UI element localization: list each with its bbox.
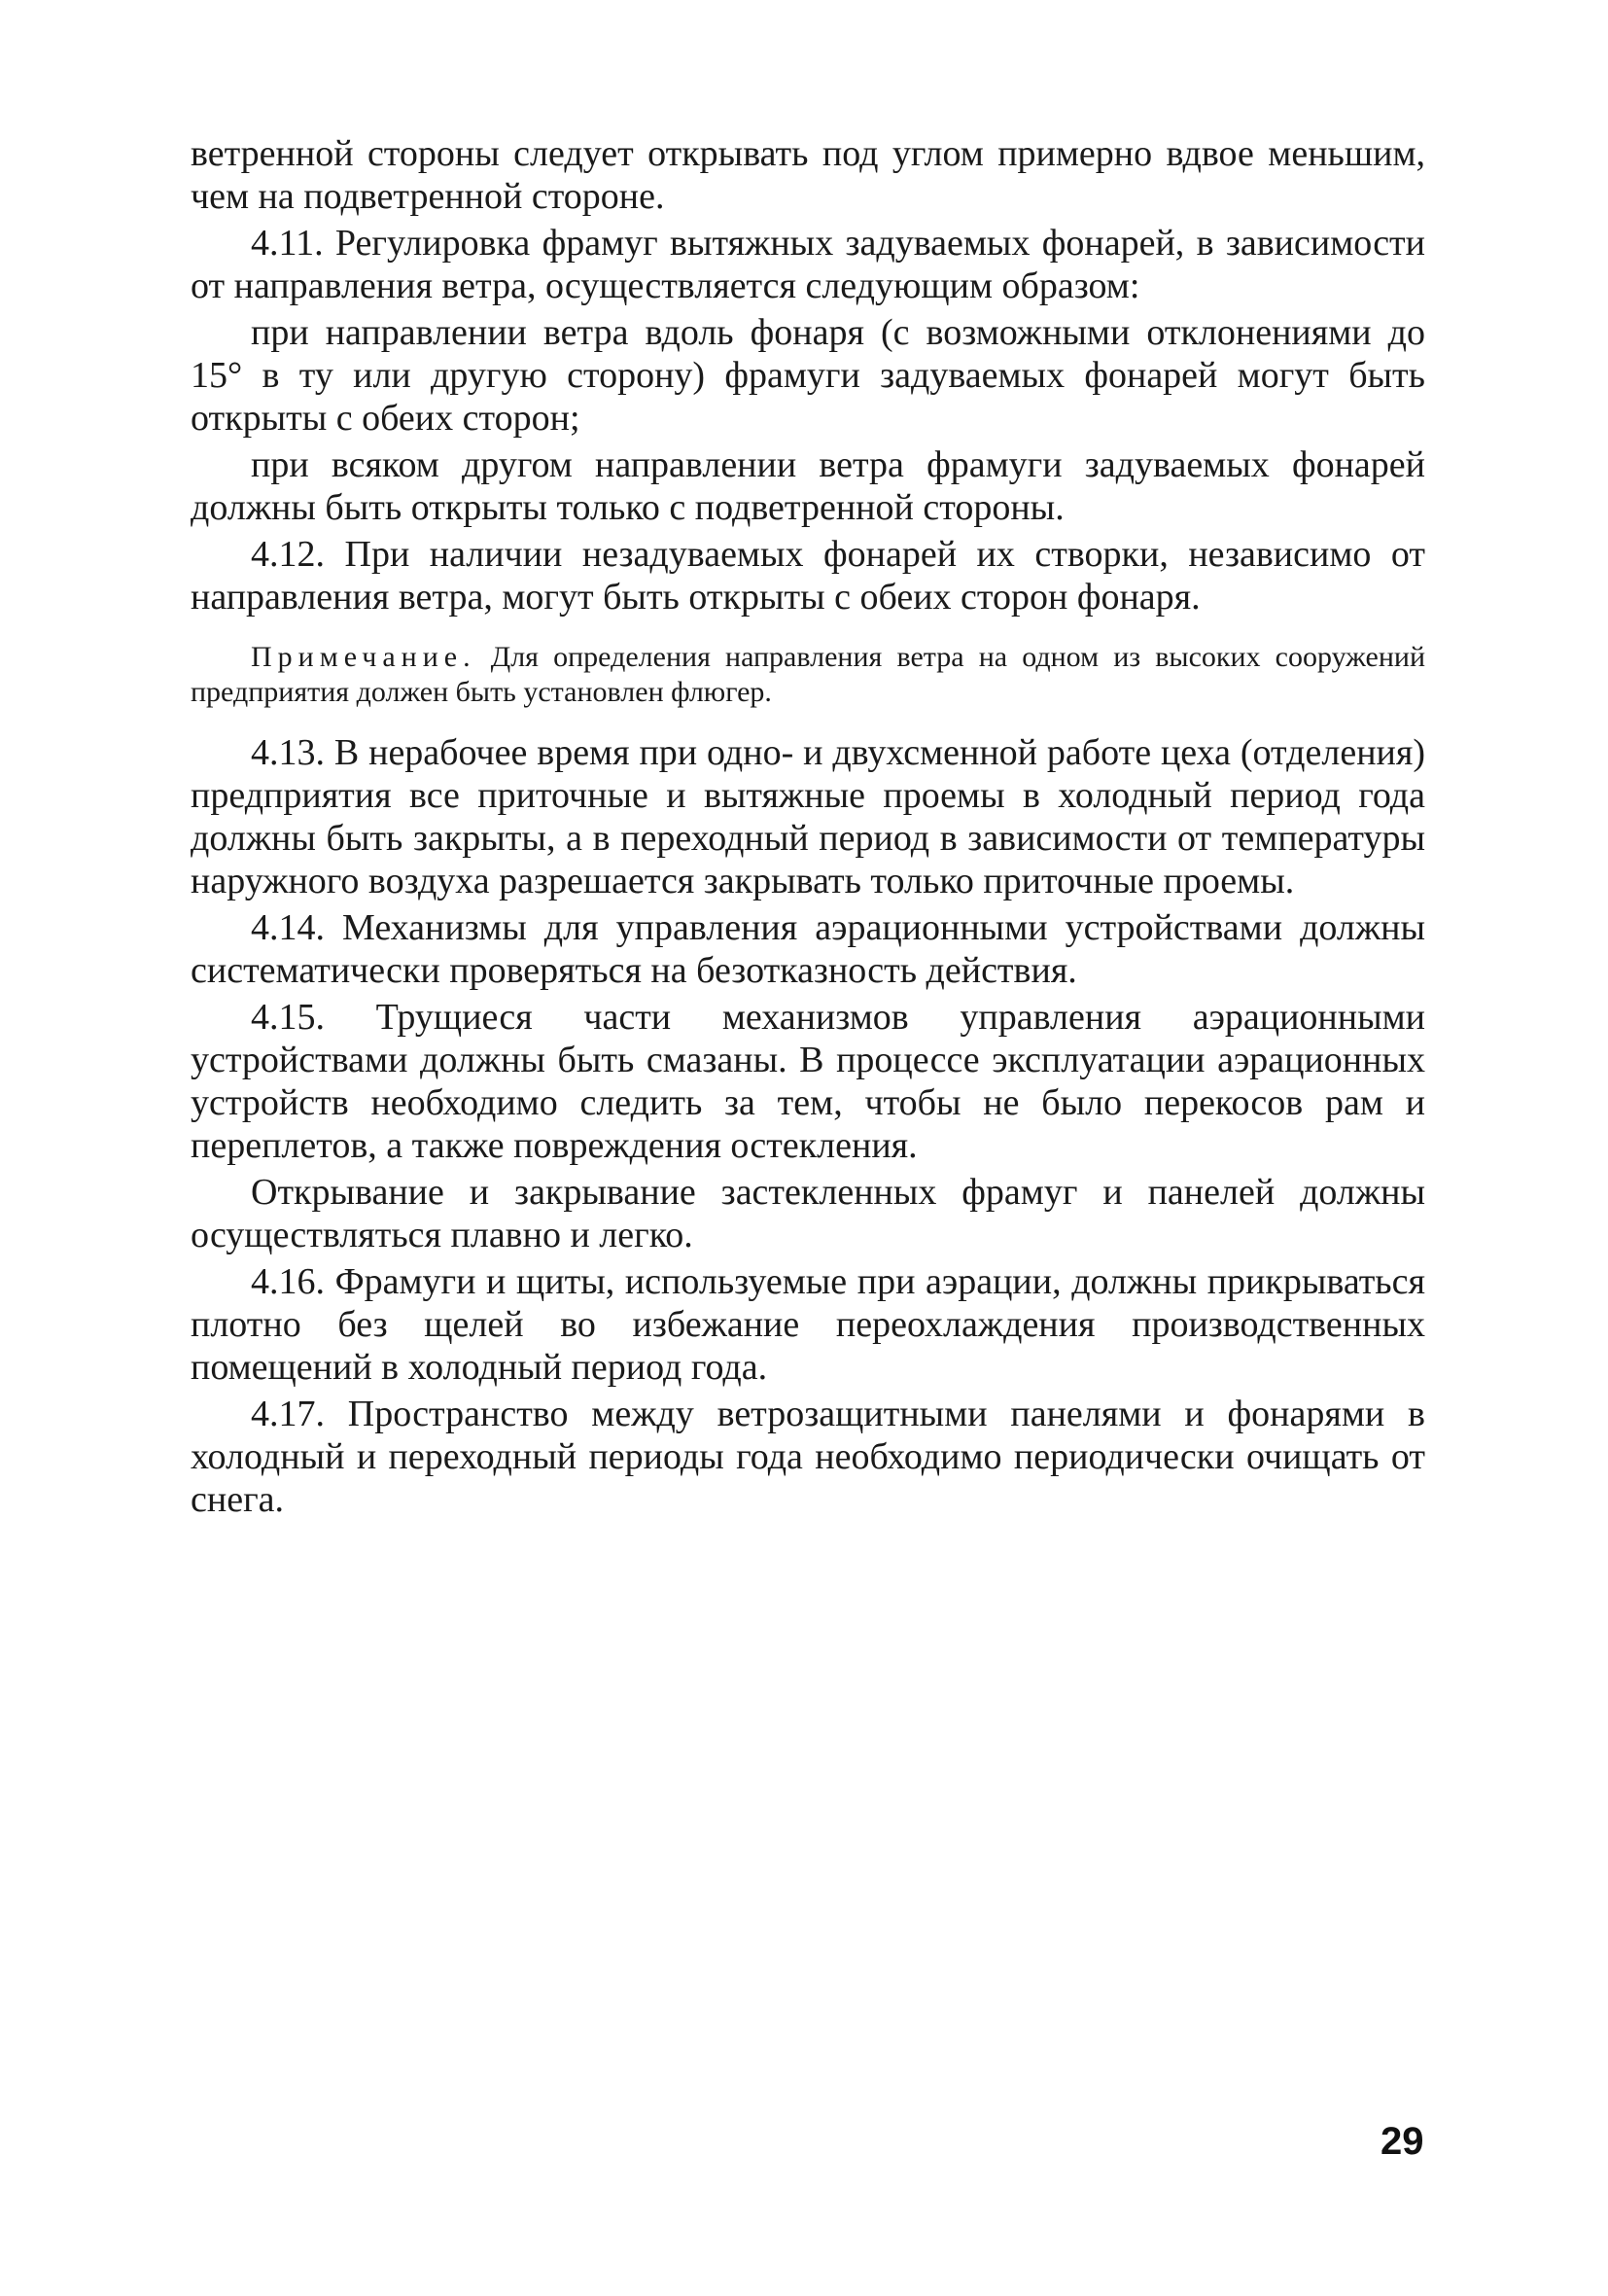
paragraph-4-16: 4.16. Фрамуги и щиты, используемые при аэрации, должны прикрываться плотно без щелей во избежание переохлаждения производственных помещений в холодный период года. — [191, 1261, 1425, 1388]
note-text: Для определения направления ветра на одном из высоких сооружений предприятия должен быть установлен флюгер. — [191, 641, 1425, 708]
paragraph-4-15: 4.15. Трущиеся части механизмов управления аэрационными устройствами должны быть смазаны. В процессе эксплуатации аэрационных устройств необходимо следить за тем, чтобы не было перекосов рам и переплетов, а также повреждения остекления. — [191, 997, 1425, 1166]
paragraph-4-17: 4.17. Пространство между ветрозащитными панелями и фонарями в холодный и переходный периоды года необходимо периодически очищать от снега. — [191, 1394, 1425, 1520]
paragraph-4-12: 4.12. При наличии незадуваемых фонарей их створки, независимо от направления ветра, могут быть открыты с обеих сторон фонаря. — [191, 534, 1425, 618]
note-lead: Примечание. — [251, 641, 476, 673]
paragraph-wind-other: при всяком другом направлении ветра фрамуги задуваемых фонарей должны быть открыты только с подветренной стороны. — [191, 444, 1425, 528]
paragraph-opening: Открывание и закрывание застекленных фрамуг и панелей должны осуществляться плавно и легко. — [191, 1172, 1425, 1255]
note — [191, 640, 1425, 710]
paragraph-4-11: 4.11. Регулировка фрамуг вытяжных задуваемых фонарей, в зависимости от направления ветра, осуществляется следующим образом: — [191, 223, 1425, 306]
page-number: 29 — [1381, 2120, 1424, 2163]
paragraph-wind-along: при направлении ветра вдоль фонаря (с возможными отклонениями до 15° в ту или другую сторону) фрамуги задуваемых фонарей могут быть открыты с обеих сторон; — [191, 312, 1425, 439]
paragraph-continuation: ветренной стороны следует открывать под углом примерно вдвое меньшим, чем на подветренной стороне. — [191, 133, 1425, 217]
paragraph-4-13: 4.13. В нерабочее время при одно- и двухсменной работе цеха (отделения) предприятия все приточные и вытяжные проемы в холодный период года должны быть закрыты, а в переходный период в зависимости от температуры наружного воздуха разрешается закрывать только приточные проемы. — [191, 732, 1425, 901]
paragraph-4-14: 4.14. Механизмы для управления аэрационными устройствами должны систематически проверяться на безотказность действия. — [191, 907, 1425, 991]
document-page — [191, 132, 1425, 1525]
